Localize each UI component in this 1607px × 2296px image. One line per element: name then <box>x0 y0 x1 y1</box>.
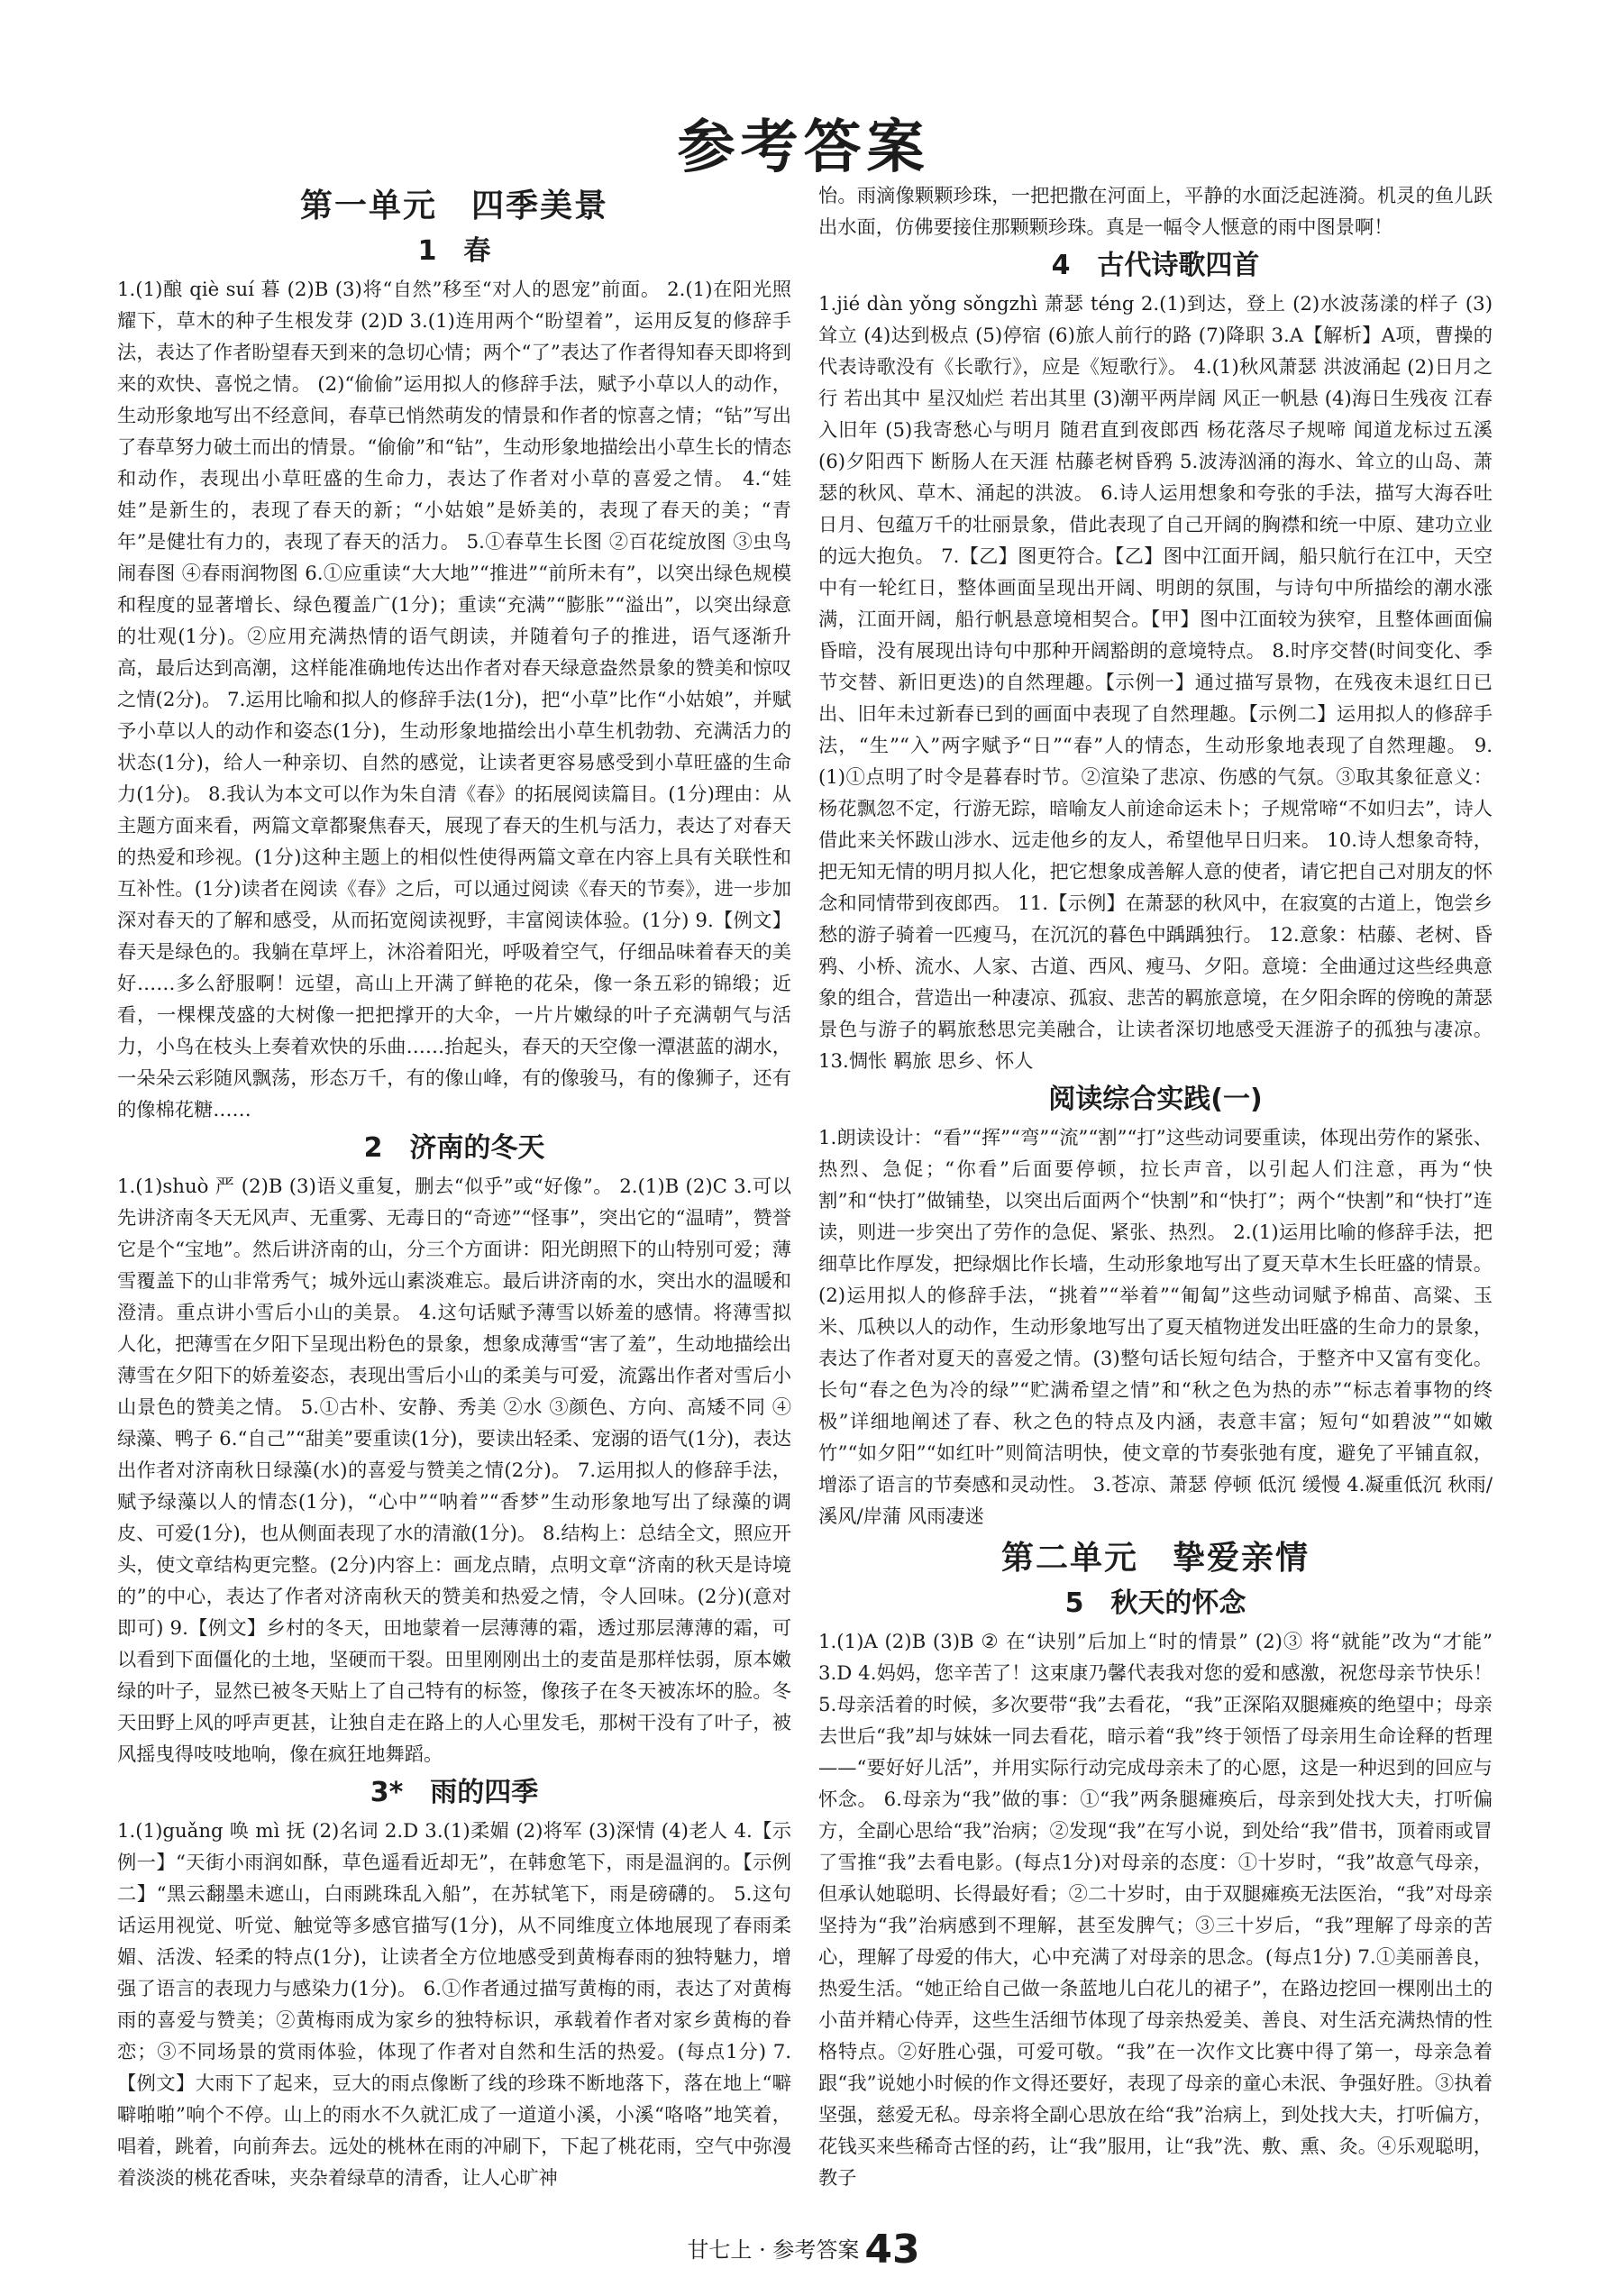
lesson-title: 4 古代诗歌四首 <box>1051 250 1260 281</box>
unit-title: 第二单元 挚爱亲情 <box>1000 1540 1310 1577</box>
answer-text: 1.(1)shuò 严 (2)B (3)语义重复，删去“似乎”或“好像”。 2.(1)B (2)C 3.可以先讲济南冬天无风声、无重雾、无毒日的“奇迹”“怪事”，突出它的“温晴”，赞誉它是个“宝地”。然后讲济南的山，分三个方面讲：阳光朗照下的山特别可爱；薄雪覆盖下的山非常秀气；城外远山素淡难忘。最后讲济南的水，突出水的温暖和澄清。重点讲小雪后小山的美景。 4.这句话赋予薄雪以娇羞的感情。将薄雪拟人化，把薄雪在夕阳下呈现出粉色的景象，想象成薄雪“害了羞”，生动地描绘出薄雪在夕阳下的娇羞姿态，表现出雪后小山的柔美与可爱，流露出作者对雪后小山景色的赞美之情。 5.①古朴、安静、秀美 ②水 ③颜色、方向、高矮不同 ④绿藻、鸭子 6.“自己”“甜美”要重读(1分)，要读出轻柔、宠溺的语气(1分)，表达出作者对济南秋日绿藻(水)的喜爱与赞美之情(2分)。 7.运用拟人的修辞手法，赋予绿藻以人的情态(1分)，“心中”“呐着”“香梦”生动形象地写出了绿藻的调皮、可爱(1分)，也从侧面表现了水的清澈(1分)。 8.结构上：总结全文，照应开头，使文章结构更完整。(2分)内容上：画龙点睛，点明文章“济南的秋天是诗境的”的中心，表达了作者对济南秋天的赞美和热爱之情，令人回味。(2分)(意对即可) 9.【例文】乡村的冬天，田地蒙着一层薄薄的霜，透过那层薄薄的霜，可以看到下面僵化的土地，坚硬而干裂。田里刚刚出土的麦苗是那样怯弱，原本嫩绿的叶子，显然已被冬天贴上了自己特有的标签，像孩子在冬天被冻坏的脸。冬天田野上风的呼声更甚，让独自走在路上的人心里发毛，那树干没有了叶子，被风摇曳得吱吱地响，像在疯狂地舞蹈。 <box>117 1175 791 1766</box>
lesson-title: 3* 雨的四季 <box>370 1777 539 1808</box>
right-column <box>818 180 1493 2194</box>
page-title: 参考答案 <box>677 114 930 181</box>
unit-title: 第一单元 四季美景 <box>299 188 608 224</box>
answer-text: 1.朗读设计：“看”“挥”“弯”“流”“割”“打”这些动词要重读，体现出劳作的紧张、热烈、急促；“你看”后面要停顿，拉长声音，以引起人们注意，再为“快割”和“快打”做铺垫，以突出后面两个“快割”和“快打”；两个“快割”和“快打”连读，则进一步突出了劳作的急促、紧张、热烈。 2.(1)运用比喻的修辞手法，把细草比作厚发，把绿烟比作长墙，生动形象地写出了夏天草木生长旺盛的情景。(2)运用拟人的修辞手法，“挑着”“举着”“匍匐”这些动词赋予棉苗、高粱、玉米、瓜秧以人的动作，生动形象地写出了夏天植物迸发出旺盛的生命力的景象，表达了作者对夏天的喜爱之情。(3)整句话长短句结合，于整齐中又富有变化。长句“春之色为冷的绿”“贮满希望之情”和“秋之色为热的赤”“标志着事物的终极”详细地阐述了春、秋之色的特点及内涵，表意丰富；短句“如碧波”“如嫩竹”“如夕阳”“如红叶”则简洁明快，使文章的节奏张弛有度，避免了平铺直叙，增添了语言的节奏感和灵动性。 3.苍凉、萧瑟 停顿 低沉 缓慢 4.凝重低沉 秋雨/溪风/岸蒲 风雨凄迷 <box>818 1127 1493 1528</box>
answer-text: 1.(1)酿 qiè suí 暮 (2)B (3)将“自然”移至“对人的恩宠”前面。 2.(1)在阳光照耀下，草木的种子生根发芽 (2)D 3.(1)连用两个“盼望着”，运用反复的修辞手法，表达了作者盼望春天到来的急切心情；两个“了”表达了作者得知春天即将到来的欢快、喜悦之情。 (2)“偷偷”运用拟人的修辞手法，赋予小草以人的动作，生动形象地写出不经意间，春草已悄然萌发的情景和作者的惊喜之情；“钻”写出了春草努力破土而出的情景。“偷偷”和“钻”，生动形象地描绘出小草生长的情态和动作，表现出小草旺盛的生命力，表达了作者对小草的喜爱之情。 4.“娃娃”是新生的，表现了春天的新；“小姑娘”是娇美的，表现了春天的美；“青年”是健壮有力的，表现了春天的活力。 5.①春草生长图 ②百花绽放图 ③虫鸟闹春图 ④春雨润物图 6.①应重读“大大地”“推进”“前所未有”，以突出绿色规模和程度的显著增长、绿色覆盖广(1分)；重读“充满”“膨胀”“溢出”，以突出绿意的壮观(1分)。②应用充满热情的语气朗读，并随着句子的推进，语气逐渐升高，最后达到高潮，这样能准确地传达出作者对春天绿意盎然景象的赞美和惊叹之情(2分)。 7.运用比喻和拟人的修辞手法(1分)，把“小草”比作“小姑娘”，并赋予小草以人的动作和姿态(1分)，生动形象地描绘出小草生机勃勃、充满活力的状态(1分)，给人一种亲切、自然的感觉，让读者更容易感受到小草旺盛的生命力(1分)。 8.我认为本文可以作为朱自清《春》的拓展阅读篇目。(1分)理由：从主题方面来看，两篇文章都聚焦春天，展现了春天的生机与活力，表达了对春天的热爱和珍视。(1分)这种主题上的相似性使得两篇文章在内容上具有关联性和互补性。(1分)读者在阅读《春》之后，可以通过阅读《春天的节奏》，进一步加深对春天的了解和感受，从而拓宽阅读视野，丰富阅读体验。(1分) 9.【例文】春天是绿色的。我躺在草坪上，沐浴着阳光，呼吸着空气，仔细品味着春天的美好……多么舒服啊！远望，高山上开满了鲜艳的花朵，像一条五彩的锦缎；近看，一棵棵茂盛的大树像一把把撑开的大伞，一片片嫩绿的叶子充满朝气与活力，小鸟在枝头上奏着欢快的乐曲……抬起头，春天的天空像一潭湛蓝的湖水，一朵朵云彩随风飘荡，形态万千，有的像山峰，有的像骏马，有的像狮子，还有的像棉花糖…… <box>117 279 791 1121</box>
left-column <box>117 180 791 2194</box>
footer-label: 甘七上 · 参考答案 <box>687 2237 860 2263</box>
answer-text: 1.(1)A (2)B (3)B ② 在“诀别”后加上“时的情景” (2)③ 将“就能”改为“才能” 3.D 4.妈妈，您辛苦了！这束康乃馨代表我对您的爱和感激，祝您母亲节快乐！ 5.母亲活着的时候，多次要带“我”去看花，“我”正深陷双腿瘫痪的绝望中；母亲去世后“我”却与妹妹一同去看花，暗示着“我”终于领悟了母亲用生命诠释的哲理——“要好好儿活”，并用实际行动完成母亲未了的心愿，这是一种迟到的回应与怀念。 6.母亲为“我”做的事：①“我”两条腿瘫痪后，母亲到处找大夫，打听偏方，全副心思给“我”治病；②发现“我”在写小说，到处给“我”借书，顶着雨或冒了雪推“我”去看电影。(每点1分)对母亲的态度：①十岁时，“我”故意气母亲，但承认她聪明、长得最好看；②二十岁时，由于双腿瘫痪无法医治，“我”对母亲坚持为“我”治病感到不理解，甚至发脾气；③三十岁后，“我”理解了母亲的苦心，理解了母爱的伟大，心中充满了对母亲的思念。(每点1分) 7.①美丽善良，热爱生活。“她正给自己做一条蓝地儿白花儿的裙子”，在路边挖回一棵刚出土的小苗并精心侍弄，这些生活细节体现了母亲热爱美、善良、对生活充满热情的性格特点。②好胜心强，可爱可敬。“我”在一次作文比赛中得了第一，母亲急着跟“我”说她小时候的作文得还要好，表现了母亲的童心未泯、争强好胜。③执着坚强，慈爱无私。母亲将全副心思放在给“我”治病上，到处找大夫，打听偏方，花钱买来些稀奇古怪的药，让“我”服用，让“我”洗、敷、熏、灸。④乐观聪明，教子 <box>818 1631 1493 2190</box>
lesson-title: 1 春 <box>417 235 491 267</box>
section-title: 阅读综合实践(一) <box>1048 1084 1263 1115</box>
answer-text: 怡。雨滴像颗颗珍珠，一把把撒在河面上，平静的水面泛起涟漪。机灵的鱼儿跃出水面，仿佛要接住那颗颗珍珠。真是一幅令人惬意的雨中图景啊！ <box>818 185 1493 239</box>
answer-text: 1.(1)guǎng 唤 mì 抚 (2)名词 2.D 3.(1)柔媚 (2)将军 (3)深情 (4)老人 4.【示例一】“天街小雨润如酥，草色遥看近却无”，在韩愈笔下，雨是温润的。【示例二】“黑云翻墨未遮山，白雨跳珠乱入船”，在苏轼笔下，雨是磅礴的。 5.这句话运用视觉、听觉、触觉等多感官描写(1分)，从不同维度立体地展现了春雨柔媚、活泼、轻柔的特点(1分)，让读者全方位地感受到黄梅春雨的独特魅力，增强了语言的表现力与感染力(1分)。 6.①作者通过描写黄梅的雨，表达了对黄梅雨的喜爱与赞美；②黄梅雨成为家乡的独特标识，承载着作者对家乡黄梅的眷恋；③不同场景的赏雨体验，体现了作者对自然和生活的热爱。(每点1分) 7.【例文】大雨下了起来，豆大的雨点像断了线的珍珠不断地落下，落在地上“噼噼啪啪”响个不停。山上的雨水不久就汇成了一道道小溪，小溪“咯咯”地笑着，唱着，跳着，向前奔去。远处的桃林在雨的冲刷下，下起了桃花雨，空气中弥漫着淡淡的桃花香味，夹杂着绿草的清香，让人心旷神 <box>117 1820 791 2190</box>
page-footer <box>0 2227 1607 2273</box>
lesson-title: 2 济南的冬天 <box>363 1132 545 1164</box>
answer-text: 1.jié dàn yǒng sǒngzhì 萧瑟 téng 2.(1)到达，登上 (2)水波荡漾的样子 (3)耸立 (4)达到极点 (5)停宿 (6)旅人前行的路 (7)降职 3.A【解析】A项，曹操的代表诗歌没有《长歌行》，应是《短歌行》。 4.(1)秋风萧瑟 洪波涌起 (2)日月之行 若出其中 星汉灿烂 若出其里 (3)潮平两岸阔 风正一帆悬 (4)海日生残夜 江春入旧年 (5)我寄愁心与明月 随君直到夜郎西 杨花落尽子规啼 闻道龙标过五溪 (6)夕阳西下 断肠人在天涯 枯藤老树昏鸦 5.波涛汹涌的海水、耸立的山岛、萧瑟的秋风、草木、涌起的洪波。 6.诗人运用想象和夸张的手法，描写大海吞吐日月、包蕴万千的壮丽景象，借此表现了自己开阔的胸襟和统一中原、建功立业的远大抱负。 7.【乙】图更符合。【乙】图中江面开阔，船只航行在江中，天空中有一轮红日，整体画面呈现出开阔、明朗的氛围，与诗句中所描绘的潮水涨满，江面开阔，船行帆悬意境相契合。【甲】图中江面较为狭窄，且整体画面偏昏暗，没有展现出诗句中那种开阔豁朗的意境特点。 8.时序交替(时间变化、季节交替、新旧更迭)的自然理趣。【示例一】通过描写景物，在残夜未退红日已出、旧年未过新春已到的画面中表现了自然理趣。【示例二】运用拟人的修辞手法，“生”“入”两字赋予“日”“春”人的情态，生动形象地表现了自然理趣。 9.(1)①点明了时令是暮春时节。②渲染了悲凉、伤感的气氛。③取其象征意义：杨花飘忽不定，行游无踪，暗喻友人前途命运未卜；子规常啼“不如归去”，诗人借此来关怀跋山涉水、远走他乡的友人，希望他早日归来。 10.诗人想象奇特，把无知无情的明月拟人化，把它想象成善解人意的使者，请它把自己对朋友的怀念和同情带到夜郎西。 11.【示例】在萧瑟的秋风中，在寂寞的古道上，饱尝乡愁的游子骑着一匹瘦马，在沉沉的暮色中踽踽独行。 12.意象：枯藤、老树、昏鸦、小桥、流水、人家、古道、西风、瘦马、夕阳。意境：全曲通过这些经典意象的组合，营造出一种凄凉、孤寂、悲苦的羁旅意境，在夕阳余晖的傍晚的萧瑟景色与游子的羁旅愁思完美融合，让读者深切地感受天涯游子的孤独与凄凉。 13.惆怅 羁旅 思乡、怀人 <box>818 293 1493 1073</box>
lesson-title: 5 秋天的怀念 <box>1064 1587 1246 1619</box>
page-number: 43 <box>864 2227 920 2273</box>
